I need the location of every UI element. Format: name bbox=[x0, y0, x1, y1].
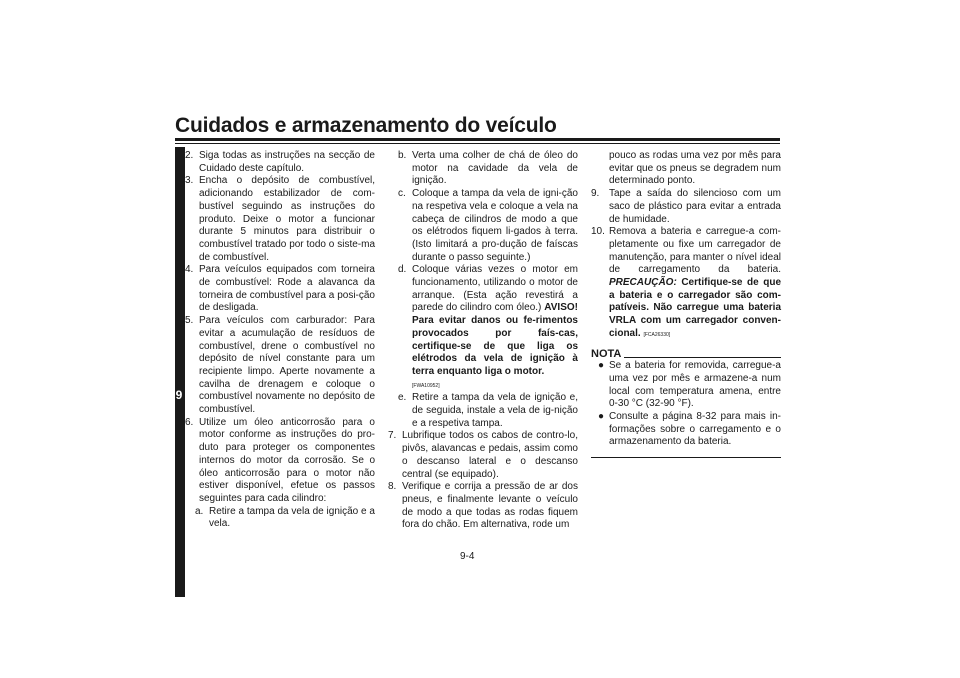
sub-item-text: Verta uma colher de chá de óleo do motor na cavidade da vela de ignição. bbox=[412, 150, 578, 187]
warning-text: AVISO! Para evitar danos ou fe-rimentos provocados por faís-cas, certifique-se de que liga os elétrodos da vela de ignição à terra enquanto liga o motor. bbox=[412, 302, 578, 377]
list-item bbox=[388, 430, 578, 481]
item-text: Encha o depósito de combustível, adicionando estabilizador de com-bustível seguindo as instruções do produto. Deixe o motor a funcionar durante 5 minutos para distribuir o combustível tratado por todo o siste-ma de combustível. bbox=[199, 175, 375, 263]
warning-code: [FWA10952] bbox=[412, 382, 440, 389]
note-bullet-text: Se a bateria for removida, carregue-a uma vez por mês e armazene-a num local com temperatura amena, entre 0-30 °C (32-90 °F). bbox=[609, 360, 781, 410]
bullet-icon: ● bbox=[598, 360, 605, 372]
sub-item-letter: c. bbox=[398, 188, 406, 200]
item-number: 5. bbox=[185, 315, 194, 327]
item-number: 4. bbox=[185, 264, 194, 276]
caution-text: Certifique-se de que a bateria e o carregador são com-patíveis. Não carregue uma bateria VRLA com um carregador conven-cional. bbox=[609, 277, 781, 339]
sub-item-letter: e. bbox=[398, 392, 407, 404]
item-text: Para veículos com carburador: Para evitar a acumulação de resíduos de combustível, drene o combustível no depósito de nível constante para um recipiente limpo. Aperte novamente a cavilha de drenagem e coloque o combustível novamente no depósito de combustível. bbox=[199, 315, 375, 416]
header-rule-thick bbox=[175, 138, 780, 141]
note-end-rule bbox=[591, 457, 781, 458]
chapter-number: 9 bbox=[175, 388, 183, 402]
sub-item bbox=[185, 506, 375, 531]
sub-item-text: Coloque a tampa da vela de igni-ção na respetiva vela e coloque a vela na cabeça de cilindros de modo a que os elétrodos fiquem li-gados à terra. (Isto limitará a pro-dução de faíscas durante o passo seguinte.) bbox=[412, 188, 578, 263]
item-number: 8. bbox=[388, 481, 397, 493]
item-number: 6. bbox=[185, 416, 194, 428]
note-heading bbox=[591, 348, 781, 361]
list-item bbox=[388, 481, 578, 532]
note-bullet bbox=[591, 360, 781, 411]
item-text: Lubrifique todos os cabos de contro-lo, pivôs, alavancas e pedais, assim como o descanso lateral e o descanso central (se equipado). bbox=[402, 430, 578, 480]
page-number: 9-4 bbox=[460, 551, 475, 562]
sub-item-letter: b. bbox=[398, 150, 407, 161]
column-2 bbox=[388, 150, 578, 532]
list-item bbox=[185, 150, 375, 175]
item-number: 3. bbox=[185, 175, 194, 187]
bullet-icon: ● bbox=[598, 411, 605, 423]
list-item bbox=[185, 315, 375, 417]
list-item bbox=[185, 264, 375, 315]
item-text: Utilize um óleo anticorrosão para o motor conforme as instruções do pro-duto para proteger os componentes internos do motor da corrosão. Se o óleo anticorrosão para o motor não estiver disponível, efetue os passos seguintes para cada cilindro: bbox=[199, 416, 375, 504]
caution-code: [FCA26330] bbox=[643, 331, 671, 338]
sub-item-text: Coloque várias vezes o motor em funcionamento, utilizando o motor de arranque. (Esta ação revestirá a parede do cilindro com óleo.) bbox=[412, 264, 578, 314]
sub-item-text: Retire a tampa da vela de ignição e, de seguida, instale a vela de ig-nição e a respetiva tampa. bbox=[412, 392, 578, 429]
item-number: 2. bbox=[185, 150, 194, 161]
column-3 bbox=[591, 150, 781, 458]
item-text: Para veículos equipados com torneira de combustível: Rode a alavanca da torneira de combustível para a posi-ção de desligada. bbox=[199, 264, 375, 314]
item-text: Remova a bateria e carregue-a com-pletamente ou fixe um carregador de manutenção, para manter o nível ideal de carregamento da bateria. bbox=[609, 226, 781, 276]
page-title: Cuidados e armazenamento do veículo bbox=[175, 114, 557, 137]
item-number: 7. bbox=[388, 430, 397, 442]
note-bullet bbox=[591, 411, 781, 449]
list-item bbox=[185, 175, 375, 264]
list-item bbox=[591, 188, 781, 226]
item-text: Siga todas as instruções na secção de Cuidado deste capítulo. bbox=[199, 150, 375, 174]
sub-item bbox=[388, 150, 578, 188]
sub-item-letter: d. bbox=[398, 264, 407, 276]
sub-item bbox=[388, 264, 578, 392]
header-rule-thin bbox=[175, 143, 780, 144]
column-1 bbox=[185, 150, 375, 531]
caution-label: PRECAUÇÃO: bbox=[609, 277, 677, 289]
chapter-tab bbox=[175, 147, 185, 597]
note-bullet-text: Consulte a página 8-32 para mais in-formações sobre o carregamento e o armazenamento da bateria. bbox=[609, 411, 781, 448]
item-number: 9. bbox=[591, 188, 600, 200]
sub-item bbox=[388, 392, 578, 430]
note-label: NOTA bbox=[591, 347, 622, 360]
note-rule bbox=[624, 357, 781, 358]
item-text: Tape a saída do silencioso com um saco de plástico para evitar a entrada de humidade. bbox=[609, 188, 781, 225]
item-text: Verifique e corrija a pressão de ar dos pneus, e finalmente levante o veículo de modo a que todas as rodas fiquem fora do chão. Em alternativa, rode um bbox=[402, 481, 578, 531]
list-item bbox=[591, 226, 781, 341]
item-continuation: pouco as rodas uma vez por mês para evitar que os pneus se degradem num determinado ponto. bbox=[609, 150, 781, 187]
sub-item-text: Retire a tampa da vela de ignição e a vela. bbox=[209, 505, 375, 530]
list-item bbox=[185, 417, 375, 506]
sub-item bbox=[388, 188, 578, 264]
item-number: 10. bbox=[591, 226, 605, 238]
sub-item-letter: a. bbox=[195, 505, 204, 517]
